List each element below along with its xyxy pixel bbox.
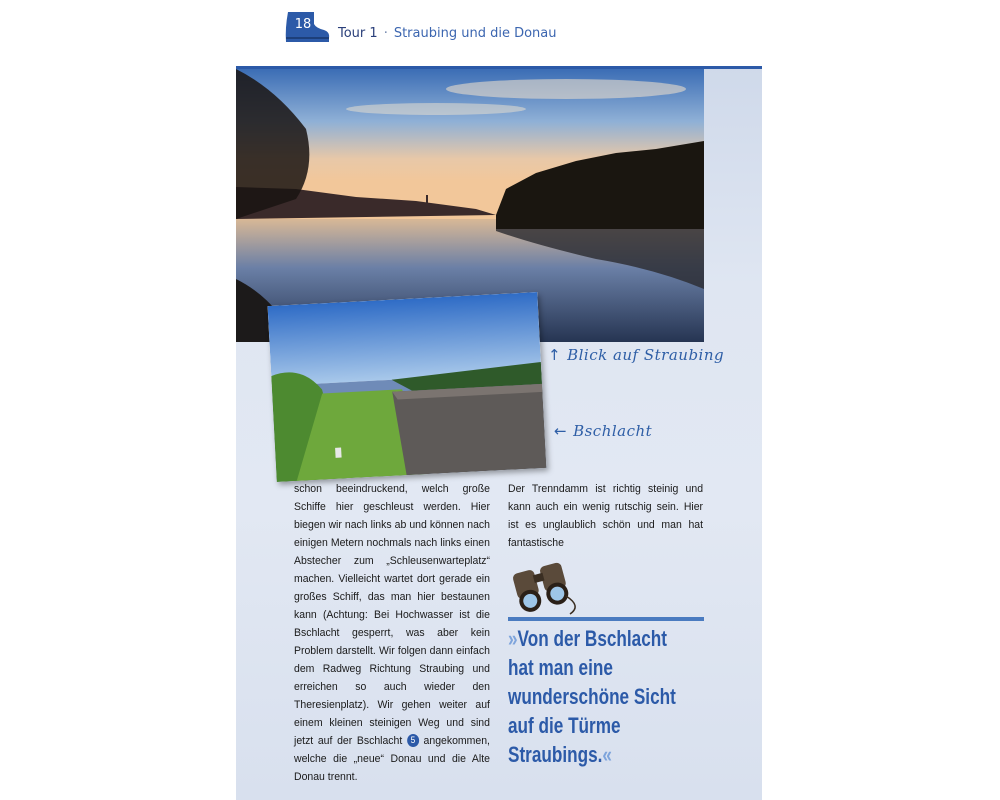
- arrow-left-icon: ←: [554, 422, 568, 440]
- caption-photo1-text: Blick auf Straubing: [567, 346, 725, 364]
- page-header: [284, 8, 784, 48]
- photo-bschlacht-path: [268, 292, 547, 482]
- arrow-up-icon: ↑: [548, 346, 562, 364]
- page-number: 18: [294, 17, 312, 32]
- body-text-left-2: angekommen, welche die „neue“ Donau und die Alte Donau trennt.: [294, 735, 490, 783]
- body-text-left-1: schon beeindruckend, welch große Schiffe hier geschleust werden. Hier biegen wir nach links ab und können nach einigen Metern nochmals nach links einen Abstecher zum „Schleusenwarteplatz“ machen. Vielleicht wartet dort gerade ein großes Schiff, das man hier bestaunen kann (Achtung: Bei Hochwasser ist die Bschlacht gesperrt, was aber kein Problem darstellt. Wir folgen dann einfach dem Radweg Richtung Straubing und erreichen so auch wieder den Theresienplatz). Wir gehen weiter auf einem kleinen steinigen Weg und sind jetzt auf der Bschlacht: [294, 483, 490, 747]
- tour-title: Straubing und die Donau: [393, 26, 557, 41]
- header-separator: ·: [383, 26, 388, 41]
- caption-photo2: [554, 422, 652, 440]
- body-column-left: [294, 480, 490, 786]
- caption-photo1: [548, 346, 724, 364]
- pull-quote: [508, 624, 687, 769]
- tour-label: Tour 1: [338, 26, 378, 41]
- binoculars-icon: [508, 556, 586, 616]
- running-header: [338, 26, 556, 41]
- body-text-right: Der Trenndamm ist richtig steinig und kann auch ein wenig rutschig sein. Hier ist es unglaublich schön und man hat fantastische: [508, 483, 704, 549]
- waypoint-badge: 5: [407, 734, 419, 747]
- caption-photo2-text: Bschlacht: [573, 422, 653, 440]
- pull-quote-text: Von der Bschlacht hat man eine wunderschöne Sicht auf die Türme Straubings.: [508, 626, 676, 767]
- quote-close-mark: «: [602, 742, 612, 767]
- body-column-right: [508, 480, 703, 552]
- page-panel: [236, 66, 762, 800]
- quote-open-mark: »: [508, 626, 518, 651]
- quote-rule: [508, 617, 704, 621]
